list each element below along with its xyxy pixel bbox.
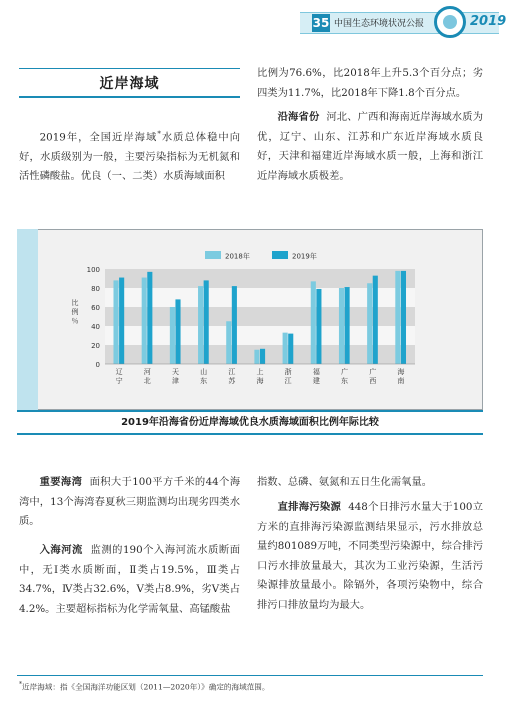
x-tick-label: 北 [143,377,151,385]
y-tick-label: 80 [91,285,100,293]
bar [367,283,372,364]
x-tick-label: 津 [171,377,179,385]
bays-paragraph [19,473,240,532]
outfall-paragraph [257,498,483,615]
rivers-key: 入海河流 [39,544,83,556]
x-tick-label: 东 [341,377,349,385]
report-title: 中国生态环境状况公报 [334,19,425,29]
y-tick-label: 0 [95,361,100,369]
year-badge: 2019 [470,14,506,29]
page-number: 35 [312,16,330,30]
bar [175,299,180,364]
provinces-text: 河北、广西和海南近岸海域水质为优，辽宁、山东、江苏和广东近岸海域水质良好，天津和福建近岸海域水质一般，上海和浙江近岸海域水质极差。 [257,111,484,182]
bar [345,287,350,364]
chart-caption: 2019年沿海省份近岸海域优良水质海域面积比例年际比较 [17,410,483,435]
x-tick-label: 海 [397,368,405,376]
provinces-key: 沿海省份 [277,111,320,123]
bar [226,321,231,364]
y-axis-label: 例 [71,308,79,316]
bar [260,349,265,364]
legend-swatch [272,251,288,259]
outfall-key: 直排海污染源 [277,501,342,513]
bar [198,286,203,364]
rivers-text-cont: 指数、总磷、氨氮和五日生化需氧量。 [257,476,433,488]
bar [113,280,118,364]
x-tick-label: 海 [256,377,264,385]
rivers-paragraph [19,541,240,619]
intro-post-cont: 比例为76.6%，比2018年上升5.3个百分点；劣四类为11.7%，比2018年下降1.8个百分点。 [257,67,483,99]
x-tick-label: 东 [200,377,208,385]
bar [373,276,378,364]
x-tick-label: 苏 [228,377,236,385]
bar [316,289,321,364]
bays-text: 面积大于100平方千米的44个海湾中，13个海湾春夏秋三期监测均出现劣四类水质。 [19,476,241,527]
legend-label: 2018年 [225,252,250,261]
bar [170,307,175,364]
section-title-box [19,68,240,98]
x-tick-label: 南 [397,377,405,385]
y-axis-label: 比 [71,299,79,307]
intro-continuation [257,64,483,106]
legend-swatch [205,251,221,259]
x-tick-label: 江 [228,368,236,376]
x-tick-label: 天 [171,368,179,376]
intro-pre: 2019年，全国近岸海域 [39,131,158,144]
legend-label: 2019年 [292,252,317,261]
provinces-paragraph [257,108,483,186]
y-axis-label: ％ [71,317,79,325]
intro-post: 水质总体稳中向好，水质级别为一般，主要污染指标为无机氮和活性磷酸盐。优良（一、二类）水质海域面积 [19,131,240,183]
y-tick-label: 20 [91,342,100,350]
bar-chart [17,229,483,410]
x-tick-label: 河 [143,368,151,376]
x-tick-label: 浙 [284,368,292,376]
bar [232,286,237,364]
circle-logo-icon [434,6,466,38]
x-tick-label: 辽 [115,368,123,376]
footnote-mark: * [19,681,22,688]
bar [339,288,344,364]
bar [147,272,152,364]
bar [395,271,400,364]
outfall-text: 448个日排污水量大于100立方米的直排海污染源监测结果显示，污水排放总量约801089万吨，不同类型污染源中，综合排污口污水排放量最大，其次为工业污染源，生活污染源排放量最小。除镉外，各项污染物中，综合排污口排放量均为最大。 [257,501,484,611]
bar [254,350,259,364]
rivers-text: 监测的190个入海河流水质断面中，无Ⅰ类水质断面，Ⅱ类占19.5%，Ⅲ类占34.7%，Ⅳ类占32.6%，Ⅴ类占8.9%，劣Ⅴ类占4.2%。主要超标指标为化学需氧量、高锰酸盐 [19,544,241,615]
x-tick-label: 江 [284,377,292,385]
bar [283,333,288,364]
footnote-rule [17,675,483,676]
x-tick-label: 宁 [115,377,123,385]
x-tick-label: 上 [256,368,264,376]
x-tick-label: 福 [312,368,320,376]
footnote-ref: * [157,130,161,138]
x-tick-label: 西 [369,377,377,385]
bays-key: 重要海湾 [39,476,83,488]
y-tick-label: 100 [86,266,100,274]
x-tick-label: 广 [341,368,349,376]
bar [204,280,209,364]
bar [401,271,406,364]
x-tick-label: 建 [312,377,320,385]
footnote-text: 近岸海域：指《全国海洋功能区划（2011—2020年）》确定的海域范围。 [22,682,270,692]
bar [119,278,124,364]
bar [142,278,147,364]
bar [288,334,293,364]
x-tick-label: 山 [200,368,208,376]
footnote [19,681,269,693]
section-title: 近岸海域 [99,76,160,92]
y-tick-label: 60 [91,304,100,312]
intro-paragraph [19,125,240,215]
y-tick-label: 40 [91,323,100,331]
rivers-continuation [257,473,483,493]
bar [311,281,316,364]
x-tick-label: 广 [369,368,377,376]
